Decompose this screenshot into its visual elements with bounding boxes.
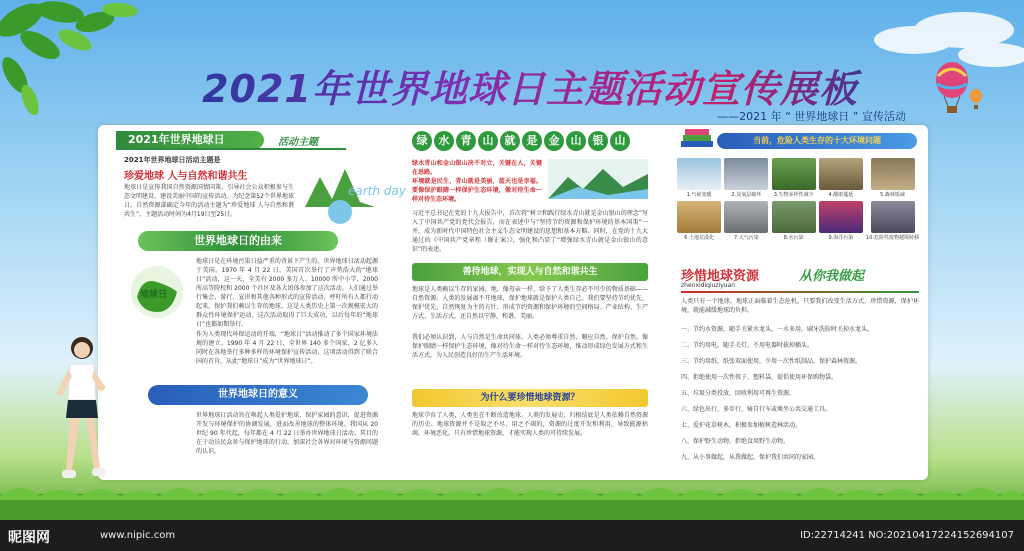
origin-text-2: 作为人类现代环保运动的开端，“地球日”活动推动了多个国家环境法规的建立。1990 年 4 月 22 日，全世界 140 多个国家、2 亿多人同时在各地举行多种多样的环境保护宣传活动，这项活动得到了联合国的首肯，从此“地球日”成为“世界地球日”。 (196, 331, 378, 365)
title-char: 山 (478, 131, 498, 151)
photo-caption: 6.土地荒漠化 (684, 235, 715, 241)
origin-text: 地球日是在环境污染日益严重的背景下产生的。世界地球日活动起源于美国。1970 年 4 月 22 日，美国首次举行了声势浩大的“地球日”活动，这一天，全美有 2000 多万人、10000 所中小学、2000 所高等院校和 2000 个社区及各大团体参加了这次活动。人们通过举行集会、游行、宣讲和其他各种形式的宣传活动，呼吁所有人都行动起来，保护我们赖以生存的地球。这是人类历史上第一次规模宏大的群众性环境保护运动，这次活动取得了巨大成功，以后每年的“地球日”也都如期举行。 (196, 258, 378, 328)
photo-caption: 7.大气污染 (733, 235, 759, 241)
tip-item: 五、垃圾分类投放，回收利用可再生资源。 (681, 390, 796, 397)
section-nature-harmony: 善待地球，实现人与自然和谐共生 (412, 263, 648, 281)
photo-item (819, 158, 863, 198)
column-right (673, 125, 923, 480)
cherish-title: 珍惜地球资源 (681, 269, 760, 284)
svg-text:earth day: earth day (348, 184, 406, 198)
theme-slogan: 珍爱地球 人与自然和谐共生 (124, 171, 248, 182)
site-logo: 昵图网 (8, 530, 50, 546)
runner-illustration (52, 330, 112, 500)
photo-caption: 8.水污染 (783, 235, 804, 241)
grass-decoration (0, 480, 1024, 520)
meaning-section-title: 世界地球日的意义 (148, 385, 368, 405)
hazardous-waste-image (871, 201, 915, 233)
column-middle (398, 125, 658, 480)
leaves-decoration (0, 0, 150, 120)
column-left (108, 125, 406, 480)
air-pollution-image (724, 201, 768, 233)
theme-label: 2021年世界地球日活动主题是 (124, 156, 221, 164)
tip-item: 四、拒绝使用一次性筷子、塑料袋，提倡使用环保购物袋。 (681, 374, 838, 381)
cherish-pinyin: zhenxidiqiuziyuan (681, 282, 736, 289)
biodiversity-image (772, 158, 816, 190)
desertification-image (677, 201, 721, 233)
start-with-us-label: 从你我做起 (799, 269, 865, 284)
acid-rain-image (819, 158, 863, 190)
earth-day-header: 2021年世界地球日 (116, 131, 264, 149)
title-char: 就 (500, 131, 520, 151)
photo-caption: 10.危险性废物越境转移 (866, 235, 919, 241)
quote-text: 绿水青山和金山银山决不对立，关键在人，关键在思路。 (412, 160, 542, 176)
photo-item (724, 201, 768, 241)
tip-item: 九、从小事做起，从我做起，保护我们共同的家园。 (681, 454, 820, 461)
water-pollution-image (772, 201, 816, 233)
title-char: 水 (434, 131, 454, 151)
green-mountains-title (412, 131, 630, 151)
title-char: 青 (456, 131, 476, 151)
photo-caption: 1.气候变暖 (686, 192, 712, 198)
content-panel (98, 125, 928, 480)
photo-caption: 9.海洋污染 (828, 235, 854, 241)
section-why-cherish: 为什么要珍惜地球资源？ (412, 389, 648, 407)
photo-item (819, 201, 863, 241)
tip-item: 一、节约水资源，随手关紧水龙头，一水多用，刷牙洗脸时关掉水龙头。 (681, 326, 874, 333)
para-1: 习近平总书记在党的十九大报告中，首次将“树立和践行绿水青山就是金山银山的理念”写入了中国共产党的党代会报告，而在表述中与“坚持节约资源和保护环境的基本国策”一并，成为新时代中国特色社会主义生态文明建设的思想和基本方略。同时，在党的十九大通过的《中国共产党章程（修正案）》，强化和凸显了“增强绿水青山就是金山银山的意识”的表述。 (412, 210, 648, 253)
deforestation-image (871, 158, 915, 190)
origin-section-title: 世界地球日的由来 (138, 231, 338, 251)
landscape-illustration (548, 159, 648, 199)
meaning-text: 世界地球日活动旨在唤起人类爱护地球、保护家园的意识，促进资源开发与环境保护的协调发展，进而改善地球的整体环境。我国从 20 世纪 90 年代起，每年都在 4 月 22 日举办世界地球日活动。其目的在于动员民众参与保护地球的行动，加深社会各界对环境与资源问题的认识。 (196, 412, 378, 455)
title-char: 是 (522, 131, 542, 151)
watermark-footer (0, 520, 1024, 551)
photo-item (772, 201, 816, 241)
title-char: 金 (544, 131, 564, 151)
climate-warming-image (677, 158, 721, 190)
para-3: 我们必须认识到，人与自然是生命共同体，人类必须尊重自然、顺应自然、保护自然。像保护眼睛一样保护生态环境，像对待生命一样对待生态环境，推动形成绿色发展方式和生活方式，为人民创造良好的生产生活环境。 (412, 334, 648, 359)
site-url: www.nipic.com (100, 530, 176, 541)
books-icon (679, 127, 715, 151)
environment-photo-grid (677, 158, 919, 241)
photo-item (677, 201, 721, 241)
svg-text:地球日: 地球日 (140, 290, 168, 300)
ten-problems-banner: 当前，危险人类生存的十大环境问题 (717, 133, 917, 149)
image-id: ID:22714241 NO:20210417224152694107 (800, 530, 1014, 541)
tip-item: 八、保护野生动物，拒绝食用野生动物。 (681, 438, 790, 445)
photo-item (772, 158, 816, 198)
title-char: 绿 (412, 131, 432, 151)
small-balloon-icon (968, 88, 984, 110)
earth-day-illustration (300, 157, 406, 227)
quote-text-2: 环境就是民生，青山就是美丽，蓝天也是幸福。要像保护眼睛一样保护生态环境，像对待生命一样对待生态环境。 (412, 178, 542, 203)
title-char: 山 (566, 131, 586, 151)
hot-air-balloon-icon (932, 62, 972, 114)
title-char: 山 (610, 131, 630, 151)
para-4: 地球孕育了人类，人类也在不断改造地球。人类的发展史，归根结底是人类依赖自然资源的历史。地球资源并不是取之不尽、用之不竭的，资源的过度开发和利用，导致能源枯竭、环境恶化。只有珍惜地球资源，才能实现人类的可持续发展。 (412, 412, 648, 437)
cherish-divider (681, 291, 919, 293)
photo-item (677, 158, 721, 198)
activity-theme-label: 活动主题 (278, 137, 318, 148)
tip-item: 七、爱护花草树木，积极参加植树造林活动。 (681, 422, 802, 429)
cherish-intro: 人类只有一个地球，地球正面临着生态危机。只要我们改变生活方式，珍惜资源，保护环境，就能减缓地球的负担。 (681, 298, 919, 314)
photo-item (866, 201, 919, 241)
photo-caption: 2.臭氧层破坏 (731, 192, 762, 198)
photo-caption: 3.生物多样性减少 (773, 192, 814, 198)
tip-item: 二、节约用电，随手关灯，不用电器时拔掉插头。 (681, 342, 814, 349)
title-char: 银 (588, 131, 608, 151)
para-2: 地球是人类赖以生存的家园。地，像母亲一样，给予了人类生存必不可少的物质基础——自然资源。人类的发展离不开地球，保护地球就是保护人类自己。我们要坚持节约优先、保护优先、自然恢复为主的方针，形成节约资源和保护环境的空间格局、产业结构、生产方式、生活方式，还自然以宁静、和谐、美丽。 (412, 286, 648, 320)
page-title: 2021年世界地球日主题活动宣传展板 (150, 58, 910, 113)
photo-item (724, 158, 768, 198)
intro-text: 地球日是宣传我国自然资源国情国策、引导社会公众积极参与生态文明建设、建设美丽中国的宣传活动。为纪念第52个世界地球日，自然资源部确定今年的活动主题为“珍爱地球 人与自然和谐共生”，主题活动时间为4月19日至25日。 (124, 184, 294, 218)
photo-caption: 4.酸雨蔓延 (828, 192, 854, 198)
photo-item (866, 158, 919, 198)
tips-list (681, 325, 919, 469)
header-divider (116, 148, 346, 150)
ocean-pollution-image (819, 201, 863, 233)
photo-caption: 5.森林锐减 (880, 192, 905, 198)
ozone-image (724, 158, 768, 190)
earth-globe-illustration (122, 257, 192, 327)
page-subtitle: ——2021 年 “ 世界地球日 ” 宣传活动 (717, 110, 906, 123)
tip-item: 六、绿色出行，多步行、骑自行车或乘坐公共交通工具。 (681, 406, 832, 413)
tip-item: 三、节约用纸，纸张双面使用，少用一次性纸制品，保护森林资源。 (681, 358, 862, 365)
